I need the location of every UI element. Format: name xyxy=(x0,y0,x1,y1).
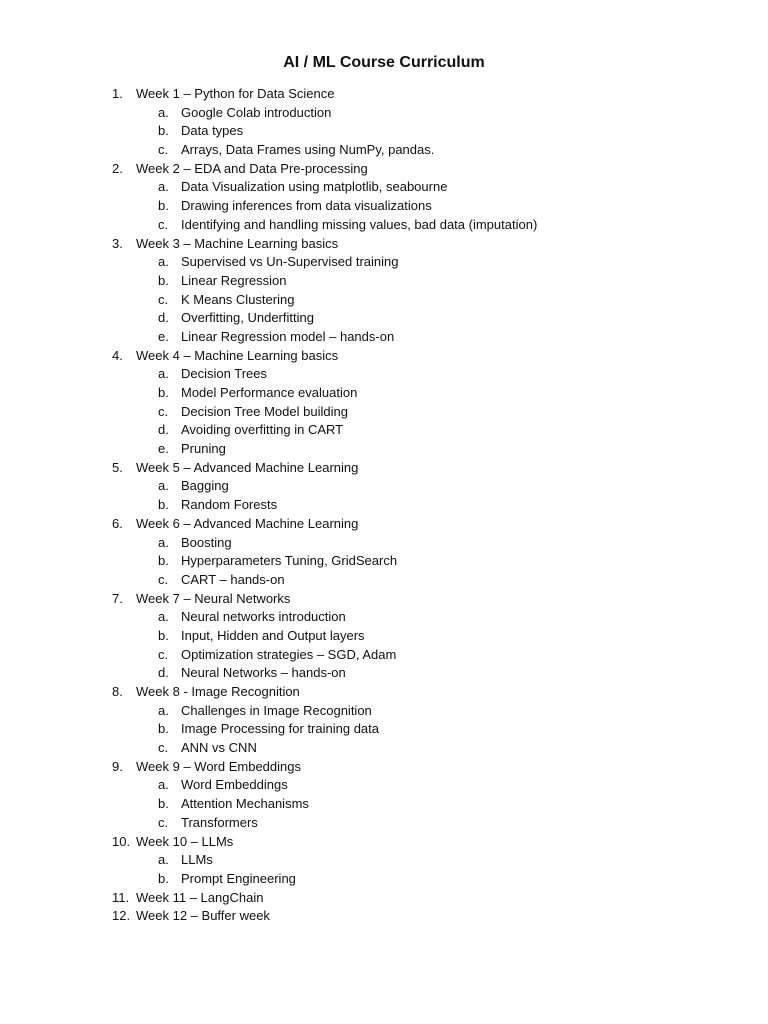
week-row xyxy=(0,758,768,777)
week-number: 2. xyxy=(112,160,123,176)
topic-letter: a. xyxy=(158,777,169,793)
topic-letter: b. xyxy=(158,272,169,288)
topic-list xyxy=(0,702,768,758)
week-row xyxy=(0,683,768,702)
week-title: Week 5 – Advanced Machine Learning xyxy=(136,459,359,475)
topic-list xyxy=(0,534,768,590)
topic-text: Drawing inferences from data visualizations xyxy=(181,198,432,214)
week-number: 7. xyxy=(112,590,123,606)
topic-letter: a. xyxy=(158,254,169,270)
topic-text: Arrays, Data Frames using NumPy, pandas. xyxy=(181,142,435,158)
topic-text: Bagging xyxy=(181,478,229,494)
week-title: Week 3 – Machine Learning basics xyxy=(136,235,339,251)
topic-list xyxy=(0,104,768,160)
topic-letter: c. xyxy=(158,646,169,662)
week-row xyxy=(0,235,768,254)
week-title: Week 4 – Machine Learning basics xyxy=(136,347,339,363)
topic-item xyxy=(0,870,768,889)
week-row xyxy=(0,907,768,926)
topic-item xyxy=(0,814,768,833)
topic-text: Overfitting, Underfitting xyxy=(181,310,314,326)
topic-letter: a. xyxy=(158,179,169,195)
topic-text: LLMs xyxy=(181,852,213,868)
topic-item xyxy=(0,627,768,646)
topic-item xyxy=(0,122,768,141)
topic-item xyxy=(0,253,768,272)
document-title: AI / ML Course Curriculum xyxy=(283,54,485,71)
topic-letter: c. xyxy=(158,142,169,158)
topic-item xyxy=(0,291,768,310)
topic-letter: b. xyxy=(158,721,169,737)
topic-list xyxy=(0,608,768,683)
week-title: Week 1 – Python for Data Science xyxy=(136,86,335,101)
topic-text: Prompt Engineering xyxy=(181,870,296,886)
topic-text: Model Performance evaluation xyxy=(181,385,358,400)
topic-text: Identifying and handling missing values, bad data (imputation) xyxy=(181,216,538,232)
topic-item xyxy=(0,646,768,665)
topic-list xyxy=(0,477,768,514)
topic-text: K Means Clustering xyxy=(181,291,295,307)
week-item xyxy=(0,590,768,683)
week-item xyxy=(0,758,768,833)
week-title: Week 7 – Neural Networks xyxy=(136,590,291,606)
week-row xyxy=(0,347,768,366)
topic-letter: d. xyxy=(158,665,169,681)
topic-item xyxy=(0,702,768,721)
week-row xyxy=(0,85,768,104)
topic-text: Avoiding overfitting in CART xyxy=(181,422,344,438)
topic-list xyxy=(0,365,768,458)
topic-letter: c. xyxy=(158,403,169,419)
topic-text: Boosting xyxy=(181,534,232,550)
topic-letter: d. xyxy=(158,422,169,438)
topic-text: Supervised vs Un-Supervised training xyxy=(181,254,399,270)
week-title: Week 11 – LangChain xyxy=(136,889,264,905)
topic-item xyxy=(0,384,768,403)
week-title: Week 8 - Image Recognition xyxy=(136,684,300,699)
week-number: 12. xyxy=(112,908,131,924)
topic-item xyxy=(0,178,768,197)
topic-letter: c. xyxy=(158,740,169,756)
topic-text: Random Forests xyxy=(181,497,278,513)
topic-letter: c. xyxy=(158,814,169,830)
topic-letter: d. xyxy=(158,310,169,326)
week-item xyxy=(0,515,768,590)
topic-item xyxy=(0,440,768,459)
topic-letter: a. xyxy=(158,702,169,718)
topic-item xyxy=(0,328,768,347)
week-item xyxy=(0,907,768,926)
topic-letter: b. xyxy=(158,627,169,643)
topic-letter: b. xyxy=(158,123,169,139)
topic-text: Transformers xyxy=(181,814,258,830)
topic-text: Data Visualization using matplotlib, seabourne xyxy=(181,179,448,195)
topic-letter: a. xyxy=(158,534,169,550)
topic-text: Image Processing for training data xyxy=(181,721,379,737)
topic-text: Linear Regression model – hands-on xyxy=(181,328,395,344)
topic-item xyxy=(0,608,768,627)
topic-item xyxy=(0,496,768,515)
week-item xyxy=(0,235,768,347)
topic-item xyxy=(0,664,768,683)
week-number: 5. xyxy=(112,459,123,475)
topic-text: Decision Tree Model building xyxy=(181,403,348,419)
topic-text: Pruning xyxy=(181,441,226,457)
week-title: Week 12 – Buffer week xyxy=(136,908,270,924)
topic-text: Linear Regression xyxy=(181,272,287,288)
week-item xyxy=(0,85,768,160)
topic-item xyxy=(0,776,768,795)
week-number: 4. xyxy=(112,347,123,363)
topic-text: Neural Networks – hands-on xyxy=(181,665,346,681)
week-item xyxy=(0,889,768,908)
topic-item xyxy=(0,421,768,440)
week-row xyxy=(0,889,768,908)
topic-letter: b. xyxy=(158,198,169,214)
topic-list xyxy=(0,178,768,234)
week-item xyxy=(0,459,768,515)
topic-item xyxy=(0,795,768,814)
week-number: 8. xyxy=(112,684,123,699)
week-title: Week 6 – Advanced Machine Learning xyxy=(136,515,359,531)
week-number: 11. xyxy=(112,889,130,905)
topic-item xyxy=(0,534,768,553)
week-number: 6. xyxy=(112,515,123,531)
week-title: Week 2 – EDA and Data Pre-processing xyxy=(136,160,368,176)
curriculum-list xyxy=(0,85,768,926)
week-title: Week 10 – LLMs xyxy=(136,833,234,849)
topic-letter: e. xyxy=(158,441,169,457)
topic-item xyxy=(0,141,768,160)
topic-list xyxy=(0,776,768,832)
topic-list xyxy=(0,851,768,888)
topic-letter: b. xyxy=(158,870,169,886)
topic-text: Word Embeddings xyxy=(181,777,288,793)
topic-item xyxy=(0,272,768,291)
week-item xyxy=(0,347,768,459)
topic-list xyxy=(0,253,768,346)
topic-text: Optimization strategies – SGD, Adam xyxy=(181,646,397,662)
topic-letter: b. xyxy=(158,796,169,812)
week-item xyxy=(0,683,768,758)
topic-text: Hyperparameters Tuning, GridSearch xyxy=(181,553,398,569)
topic-letter: c. xyxy=(158,291,169,307)
topic-letter: a. xyxy=(158,104,169,120)
topic-text: Challenges in Image Recognition xyxy=(181,702,372,718)
topic-item xyxy=(0,739,768,758)
week-row xyxy=(0,590,768,609)
topic-text: Attention Mechanisms xyxy=(181,796,309,812)
topic-item xyxy=(0,197,768,216)
week-number: 3. xyxy=(112,235,123,251)
week-title: Week 9 – Word Embeddings xyxy=(136,758,301,774)
topic-text: CART – hands-on xyxy=(181,571,285,587)
topic-letter: a. xyxy=(158,478,169,494)
week-row xyxy=(0,515,768,534)
topic-item xyxy=(0,571,768,590)
topic-text: Neural networks introduction xyxy=(181,609,346,625)
week-item xyxy=(0,833,768,889)
topic-text: Data types xyxy=(181,123,244,139)
topic-letter: e. xyxy=(158,328,169,344)
topic-item xyxy=(0,851,768,870)
topic-text: Input, Hidden and Output layers xyxy=(181,627,365,643)
week-item xyxy=(0,160,768,235)
topic-letter: a. xyxy=(158,366,169,382)
topic-item xyxy=(0,104,768,123)
week-row xyxy=(0,833,768,852)
week-row xyxy=(0,160,768,179)
week-number: 10. xyxy=(112,833,131,849)
topic-item xyxy=(0,552,768,571)
topic-letter: c. xyxy=(158,216,169,232)
week-number: 9. xyxy=(112,758,123,774)
topic-text: Decision Trees xyxy=(181,366,267,382)
topic-item xyxy=(0,309,768,328)
topic-letter: a. xyxy=(158,852,169,868)
topic-item xyxy=(0,216,768,235)
topic-text: ANN vs CNN xyxy=(181,740,257,756)
week-number: 1. xyxy=(112,86,123,101)
topic-letter: b. xyxy=(158,385,169,400)
topic-letter: a. xyxy=(158,609,169,625)
topic-item xyxy=(0,365,768,384)
topic-item xyxy=(0,720,768,739)
topic-letter: b. xyxy=(158,497,169,513)
topic-letter: b. xyxy=(158,553,169,569)
topic-item xyxy=(0,403,768,422)
week-row xyxy=(0,459,768,478)
topic-item xyxy=(0,477,768,496)
topic-text: Google Colab introduction xyxy=(181,104,332,120)
topic-letter: c. xyxy=(158,571,169,587)
